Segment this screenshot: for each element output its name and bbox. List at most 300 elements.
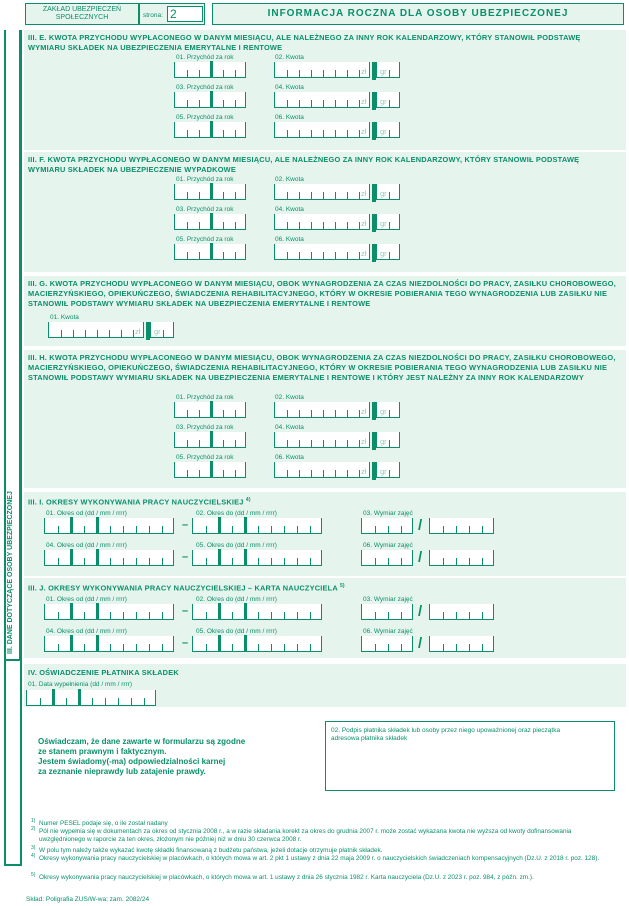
cell-divider — [61, 330, 62, 337]
cell-divider — [210, 243, 213, 259]
cell-divider — [456, 558, 457, 565]
cell-divider — [443, 558, 444, 565]
cell-divider — [258, 526, 259, 533]
cell-divider — [335, 410, 336, 417]
cell-divider — [347, 252, 348, 259]
footnote — [31, 828, 606, 843]
amount-label: 06. Kwota — [275, 236, 304, 243]
period-from-input[interactable] — [44, 550, 174, 566]
period-to-label: 02. Okres do (dd / mm / rrrr) — [196, 596, 277, 603]
cell-divider — [323, 192, 324, 199]
cell-divider — [235, 470, 236, 477]
cell-divider — [335, 440, 336, 447]
cell-divider — [347, 70, 348, 77]
footnote-number: 4) — [31, 853, 36, 859]
page-indicator — [139, 3, 205, 25]
section-iii-e-title: III. E. KWOTA PRZYCHODU WYPŁACONEGO W DANYM MIESIĄCU, ALE NALEŻNEGO ZA INNY ROK KALENDARZOWY, KTÓRY STANOWIŁ PODSTAWĘ WYMIARU SKŁADEK NA UBEZPIECZENIA EMERYTALNE I RENTOWE — [28, 33, 581, 52]
cell-divider — [469, 644, 470, 651]
cell-divider — [199, 192, 200, 199]
cell-divider — [162, 644, 163, 651]
cell-divider — [359, 70, 360, 77]
footnote-number: 5) — [31, 872, 36, 878]
period-from-input[interactable] — [44, 604, 174, 620]
amount-zl-input[interactable] — [274, 244, 370, 260]
cell-divider — [388, 612, 389, 619]
zl-unit: zł — [361, 127, 367, 136]
cell-divider — [123, 644, 124, 651]
amount-label: 01. Kwota — [50, 314, 79, 321]
cell-divider — [375, 526, 376, 533]
period-to-label: 02. Okres do (dd / mm / rrrr) — [196, 510, 277, 517]
cell-divider — [258, 644, 259, 651]
teaching-load-label: 06. Wymiar zajęć — [363, 542, 413, 549]
cell-divider — [232, 526, 233, 533]
teaching-load-denominator-input[interactable] — [429, 636, 494, 652]
cell-divider — [311, 100, 312, 107]
range-dash: – — [182, 637, 189, 649]
zl-unit: zł — [361, 249, 367, 258]
cell-divider — [359, 130, 360, 137]
cell-divider — [287, 130, 288, 137]
cell-divider — [335, 222, 336, 229]
cell-divider — [96, 635, 99, 651]
year-label: 03. Przychód za rok — [176, 84, 234, 91]
zl-unit: zł — [361, 189, 367, 198]
cell-divider — [210, 183, 213, 199]
cell-divider — [199, 70, 200, 77]
cell-divider — [310, 558, 311, 565]
cell-divider — [388, 644, 389, 651]
cell-divider — [73, 330, 74, 337]
year-input[interactable] — [174, 462, 246, 478]
footnote-text: W polu tym należy także wykazać kwotę składki finansowaną z budżetu państwa, jeżeli dotacje otrzymuje płatnik składek. — [39, 847, 383, 854]
cell-divider — [389, 440, 390, 447]
signature-label: 02. Podpis płatnika składek lub osoby przez niego upoważnionej oraz pieczątka adresowa płatnika składek — [331, 727, 561, 742]
cell-divider — [40, 698, 41, 705]
cell-divider — [199, 252, 200, 259]
footnote-text: Numer PESEL podaje się, o ile został nadany — [39, 820, 168, 827]
cell-divider — [187, 192, 188, 199]
cell-divider — [144, 698, 145, 705]
cell-divider — [299, 410, 300, 417]
cell-divider — [210, 213, 213, 229]
cell-divider — [162, 612, 163, 619]
period-from-label: 01. Okres od (dd / mm / rrrr) — [46, 510, 127, 517]
footnote-text: Okresy wykonywania pracy nauczycielskiej w placówkach, o których mowa w art. 1 ustawy z dnia 26 stycznia 1982 r. Karta nauczyciela (Dz.U. z 2023 r. poz. 984, z późn. zm.). — [39, 874, 534, 881]
cell-divider — [287, 100, 288, 107]
cell-divider — [187, 222, 188, 229]
cell-divider — [162, 526, 163, 533]
period-to-input[interactable] — [192, 636, 322, 652]
cell-divider — [92, 698, 93, 705]
cell-divider — [443, 612, 444, 619]
cell-divider — [347, 410, 348, 417]
cell-divider — [258, 612, 259, 619]
cell-divider — [149, 558, 150, 565]
section-iii-h — [24, 350, 626, 488]
cell-divider — [110, 558, 111, 565]
cell-divider — [218, 603, 221, 619]
cell-divider — [210, 61, 213, 77]
page-number: 2 — [167, 6, 203, 22]
cell-divider — [223, 192, 224, 199]
cell-divider — [359, 222, 360, 229]
gr-unit: gr — [380, 467, 387, 476]
fraction-slash: / — [418, 635, 423, 652]
cell-divider — [389, 470, 390, 477]
amount-label: 02. Kwota — [275, 394, 304, 401]
footnote-number: 2) — [31, 826, 36, 832]
cell-divider — [58, 612, 59, 619]
amount-zl-input[interactable] — [274, 122, 370, 138]
teaching-load-numerator-input[interactable] — [361, 518, 413, 534]
cell-divider — [284, 526, 285, 533]
cell-divider — [469, 612, 470, 619]
section-iii-g-title: III. G. KWOTA PRZYCHODU WYPŁACONEGO W DANYM MIESIĄCU, OBOK WYNAGRODZENIA ZA CZAS NIEZDOLNOŚCI DO PRACY, ZASIŁKU CHOROBOWEGO, MACIERZYŃSKIEGO, OPIEKUŃCZEGO, ŚWIADCZENIA REHABILITACYJNEGO, KTÓRY W OKRESIE POBIERANIA TEGO WYNAGRODZENIA LUB ZASIŁKU NIE STANOWIŁ PODSTAWY WYMIARU SKŁADEK NA UBEZPIECZENIA EMERYTALNE I RENTOWE — [28, 279, 616, 308]
cell-divider — [323, 252, 324, 259]
amount-label: 06. Kwota — [275, 454, 304, 461]
side-panel-label: III. DANE DOTYCZĄCE OSOBY UBEZPIECZONEJ — [7, 491, 14, 654]
cell-divider — [218, 635, 221, 651]
cell-divider — [235, 410, 236, 417]
amount-zl-input[interactable] — [274, 402, 370, 418]
cell-divider — [375, 644, 376, 651]
amount-zl-input[interactable] — [274, 92, 370, 108]
zl-unit: zł — [361, 219, 367, 228]
cell-divider — [223, 130, 224, 137]
cell-divider — [136, 558, 137, 565]
cell-divider — [456, 612, 457, 619]
year-label: 05. Przychód za rok — [176, 114, 234, 121]
year-input[interactable] — [174, 122, 246, 138]
declaration-line-4: za zeznanie nieprawdy lub zatajenie prawdy. — [38, 767, 206, 776]
zl-unit: zł — [361, 97, 367, 106]
section-iii-i-sup: 4) — [245, 497, 251, 503]
footnote — [31, 874, 606, 882]
cell-divider — [96, 549, 99, 565]
year-label: 05. Przychód za rok — [176, 454, 234, 461]
cell-divider — [401, 558, 402, 565]
section-iii-j — [24, 578, 626, 658]
cell-divider — [110, 526, 111, 533]
cell-divider — [187, 252, 188, 259]
cell-divider — [311, 130, 312, 137]
imprint: Skład: Poligrafia ZUS/W-wa; zam. 2082/24 — [26, 896, 150, 903]
cell-divider — [223, 410, 224, 417]
period-to-input[interactable] — [192, 550, 322, 566]
year-label: 01. Przychód za rok — [176, 394, 234, 401]
teaching-load-denominator-input[interactable] — [429, 550, 494, 566]
cell-divider — [335, 252, 336, 259]
amount-zl-input[interactable] — [274, 462, 370, 478]
cell-divider — [284, 612, 285, 619]
zl-unit: zł — [361, 407, 367, 416]
cell-divider — [284, 644, 285, 651]
cell-divider — [123, 612, 124, 619]
amount-label: 04. Kwota — [275, 206, 304, 213]
cell-divider — [299, 252, 300, 259]
cell-divider — [210, 91, 213, 107]
section-iii-f-title: III. F. KWOTA PRZYCHODU WYPŁACONEGO W DANYM MIESIĄCU, ALE NALEŻNEGO ZA INNY ROK KALENDARZOWY, KTÓRY STANOWIŁ PODSTAWĘ WYMIARU SKŁADEK NA UBEZPIECZENIE WYPADKOWE — [28, 155, 580, 174]
year-input[interactable] — [174, 92, 246, 108]
year-input[interactable] — [174, 244, 246, 260]
cell-divider — [121, 330, 122, 337]
year-input[interactable] — [174, 214, 246, 230]
cell-divider — [223, 252, 224, 259]
cell-divider — [70, 635, 73, 651]
period-to-input[interactable] — [192, 604, 322, 620]
cell-divider — [310, 644, 311, 651]
range-dash: – — [182, 519, 189, 531]
cell-divider — [311, 470, 312, 477]
side-panel-iv — [6, 661, 20, 864]
cell-divider — [401, 612, 402, 619]
cell-divider — [235, 130, 236, 137]
period-to-input[interactable] — [192, 518, 322, 534]
footnote-number: 1) — [31, 818, 36, 824]
period-from-label: 01. Okres od (dd / mm / rrrr) — [46, 596, 127, 603]
gr-unit: gr — [380, 219, 387, 228]
gr-unit: gr — [380, 67, 387, 76]
cell-divider — [70, 517, 73, 533]
cell-divider — [482, 526, 483, 533]
section-iii-j-title-text: III. J. OKRESY WYKONYWANIA PRACY NAUCZYCIELSKIEJ – KARTA NAUCZYCIELA — [28, 583, 338, 593]
cell-divider — [133, 330, 134, 337]
cell-divider — [299, 70, 300, 77]
cell-divider — [84, 558, 85, 565]
cell-divider — [105, 698, 106, 705]
gr-unit: gr — [380, 437, 387, 446]
declaration-line-1: Oświadczam, że dane zawarte w formularzu są zgodne — [38, 737, 246, 746]
cell-divider — [232, 558, 233, 565]
cell-divider — [136, 644, 137, 651]
cell-divider — [223, 470, 224, 477]
cell-divider — [271, 558, 272, 565]
cell-divider — [335, 470, 336, 477]
amount-zl-input[interactable] — [274, 214, 370, 230]
period-from-label: 04. Okres od (dd / mm / rrrr) — [46, 628, 127, 635]
cell-divider — [271, 644, 272, 651]
cell-divider — [311, 192, 312, 199]
declaration — [38, 737, 245, 777]
year-input[interactable] — [174, 62, 246, 78]
gr-unit: gr — [154, 327, 161, 336]
cell-divider — [118, 698, 119, 705]
year-label: 03. Przychód za rok — [176, 206, 234, 213]
year-label: 01. Przychód za rok — [176, 54, 234, 61]
cell-divider — [199, 440, 200, 447]
cell-divider — [299, 222, 300, 229]
footnote-number: 3) — [31, 845, 36, 851]
date-filled-input[interactable] — [26, 690, 156, 706]
page-label: strona: — [143, 12, 163, 19]
teaching-load-label: 06. Wymiar zajęć — [363, 628, 413, 635]
amount-zl-input[interactable] — [274, 432, 370, 448]
teaching-load-denominator-input[interactable] — [429, 604, 494, 620]
footnote-text: Okresy wykonywania pracy nauczycielskiej w placówkach, o których mowa w art. 2 pkt 1 ustawy z dnia 22 maja 2009 r. o nauczycielskich świadczeniach kompensacyjnych (Dz.U. z 2018 r. poz. 128). — [39, 855, 600, 862]
amount-zl-input[interactable] — [274, 62, 370, 78]
cell-divider — [347, 130, 348, 137]
cell-divider — [84, 644, 85, 651]
cell-divider — [149, 526, 150, 533]
teaching-load-numerator-input[interactable] — [361, 636, 413, 652]
cell-divider — [218, 517, 221, 533]
amount-label: 04. Kwota — [275, 424, 304, 431]
footnote — [31, 847, 606, 855]
cell-divider — [97, 330, 98, 337]
cell-divider — [389, 100, 390, 107]
amount-label: 02. Kwota — [275, 176, 304, 183]
cell-divider — [287, 222, 288, 229]
cell-divider — [443, 526, 444, 533]
cell-divider — [136, 612, 137, 619]
cell-divider — [187, 70, 188, 77]
cell-divider — [187, 100, 188, 107]
gr-unit: gr — [380, 189, 387, 198]
amount-label: 06. Kwota — [275, 114, 304, 121]
cell-divider — [347, 100, 348, 107]
cell-divider — [109, 330, 110, 337]
cell-divider — [235, 440, 236, 447]
cell-divider — [199, 222, 200, 229]
cell-divider — [297, 644, 298, 651]
cell-divider — [401, 526, 402, 533]
teaching-load-numerator-input[interactable] — [361, 604, 413, 620]
section-iv-title: IV. OŚWIADCZENIE PŁATNIKA SKŁADEK — [28, 668, 179, 677]
cell-divider — [235, 100, 236, 107]
range-dash: – — [182, 551, 189, 563]
gr-unit: gr — [380, 97, 387, 106]
period-from-input[interactable] — [44, 636, 174, 652]
cell-divider — [223, 440, 224, 447]
year-input[interactable] — [174, 402, 246, 418]
footnote — [31, 820, 606, 828]
section-iv — [24, 664, 626, 707]
cell-divider — [311, 252, 312, 259]
cell-divider — [375, 558, 376, 565]
teaching-load-numerator-input[interactable] — [361, 550, 413, 566]
cell-divider — [258, 558, 259, 565]
cell-divider — [232, 612, 233, 619]
office-header — [25, 3, 139, 25]
period-from-input[interactable] — [44, 518, 174, 534]
cell-divider — [287, 440, 288, 447]
period-to-label: 05. Okres do (dd / mm / rrrr) — [196, 628, 277, 635]
cell-divider — [110, 644, 111, 651]
cell-divider — [310, 526, 311, 533]
cell-divider — [335, 100, 336, 107]
cell-divider — [187, 470, 188, 477]
cell-divider — [482, 612, 483, 619]
cell-divider — [235, 252, 236, 259]
cell-divider — [310, 612, 311, 619]
cell-divider — [210, 431, 213, 447]
cell-divider — [199, 100, 200, 107]
cell-divider — [389, 410, 390, 417]
teaching-load-label: 03. Wymiar zajęć — [363, 510, 413, 517]
cell-divider — [84, 526, 85, 533]
amount-label: 02. Kwota — [275, 54, 304, 61]
cell-divider — [335, 130, 336, 137]
cell-divider — [199, 130, 200, 137]
cell-divider — [287, 192, 288, 199]
section-iii-h-title: III. H. KWOTA PRZYCHODU WYPŁACONEGO W DANYM MIESIĄCU, OBOK WYNAGRODZENIA ZA CZAS NIEZDOLNOŚCI DO PRACY, ZASIŁKU CHOROBOWEGO, MACIERZYŃSKIEGO, OPIEKUŃCZEGO, ŚWIADCZENIA REHABILITACYJNEGO, KTÓRY W OKRESIE POBIERANIA TEGO WYNAGRODZENIA LUB ZASIŁKU NIE STANOWIŁ PODSTAWY WYMIARU SKŁADEK NA UBEZPIECZENIA EMERYTALNE I RENTOWE I KTÓRY JEST NALEŻNY ZA INNY ROK KALENDARZOWY — [28, 353, 616, 382]
zl-unit: zł — [361, 437, 367, 446]
cell-divider — [482, 644, 483, 651]
cell-divider — [323, 410, 324, 417]
cell-divider — [58, 526, 59, 533]
cell-divider — [389, 192, 390, 199]
cell-divider — [235, 222, 236, 229]
cell-divider — [323, 130, 324, 137]
zl-unit: zł — [361, 467, 367, 476]
cell-divider — [443, 644, 444, 651]
amount-label: 04. Kwota — [275, 84, 304, 91]
cell-divider — [84, 612, 85, 619]
cell-divider — [235, 192, 236, 199]
cell-divider — [299, 100, 300, 107]
signature-field[interactable] — [325, 721, 615, 791]
cell-divider — [297, 526, 298, 533]
cell-divider — [311, 410, 312, 417]
cell-divider — [359, 440, 360, 447]
amount-zl-input[interactable] — [274, 184, 370, 200]
cell-divider — [323, 70, 324, 77]
teaching-load-denominator-input[interactable] — [429, 518, 494, 534]
cell-divider — [271, 612, 272, 619]
cell-divider — [388, 526, 389, 533]
year-input[interactable] — [174, 184, 246, 200]
cell-divider — [70, 603, 73, 619]
gr-unit: gr — [380, 407, 387, 416]
section-iii-i-title — [28, 495, 251, 507]
section-iii-i-title-text: III. I. OKRESY WYKONYWANIA PRACY NAUCZYCIELSKIEJ — [28, 497, 244, 507]
cell-divider — [110, 612, 111, 619]
cell-divider — [123, 558, 124, 565]
footnote — [31, 855, 606, 863]
cell-divider — [347, 192, 348, 199]
cell-divider — [359, 192, 360, 199]
section-iii-j-sup: 5) — [339, 583, 345, 589]
cell-divider — [206, 644, 207, 651]
cell-divider — [96, 603, 99, 619]
cell-divider — [210, 121, 213, 137]
cell-divider — [323, 440, 324, 447]
cell-divider — [232, 644, 233, 651]
cell-divider — [244, 635, 247, 651]
cell-divider — [187, 130, 188, 137]
cell-divider — [297, 558, 298, 565]
cell-divider — [389, 222, 390, 229]
cell-divider — [284, 558, 285, 565]
cell-divider — [199, 470, 200, 477]
year-input[interactable] — [174, 432, 246, 448]
cell-divider — [244, 517, 247, 533]
cell-divider — [389, 252, 390, 259]
year-label: 05. Przychód za rok — [176, 236, 234, 243]
cell-divider — [323, 100, 324, 107]
cell-divider — [359, 252, 360, 259]
cell-divider — [335, 192, 336, 199]
cell-divider — [299, 192, 300, 199]
cell-divider — [206, 558, 207, 565]
cell-divider — [123, 526, 124, 533]
cell-divider — [58, 644, 59, 651]
cell-divider — [375, 612, 376, 619]
cell-divider — [389, 70, 390, 77]
cell-divider — [66, 698, 67, 705]
amount-zl-input[interactable] — [48, 322, 144, 338]
